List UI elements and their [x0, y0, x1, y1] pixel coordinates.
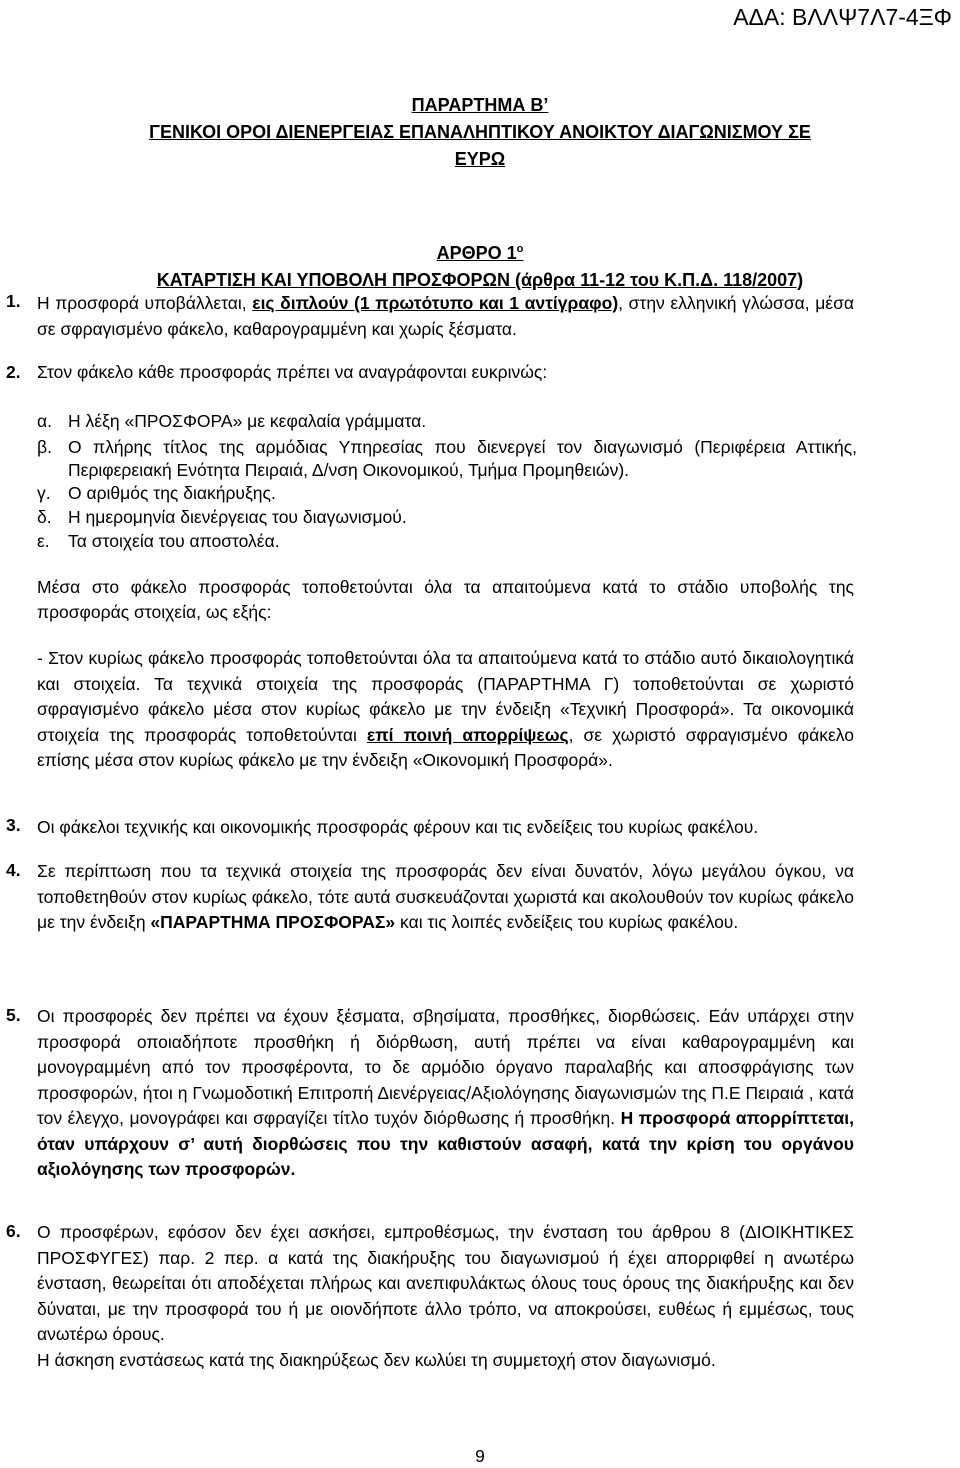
- main-envelope-text: - Στον κυρίως φάκελο προσφοράς τοποθετούνται όλα τα απαιτούμενα κατά το στάδιο αυτό δικαιολογητικά και στοιχεία. Τα τεχνικά στοιχεία της προσφοράς (ΠΑΡΑΡΤΗΜΑ Γ) τοποθετούνται σε χωριστό σφραγισμένο φάκελο μέσα στον κυρίως φάκελο με την ένδειξη «Τεχνική Προσφορά». Τα οικονομικά στοιχεία της προσφοράς τοποθετούνται επί ποινή απορρίψεως, σε χωριστό σφραγισμένο φάκελο επίσης μέσα στον κυρίως φάκελο με την ένδειξη «Οικονομική Προσφορά».: [37, 648, 854, 770]
- annex-offer-label: «ΠΑΡΑΡΤΗΜΑ ΠΡΟΣΦΟΡΑΣ»: [150, 912, 396, 932]
- article-heading: ΑΡΘΡΟ $1^o$: [436, 243, 524, 263]
- annex-title-line1: ΠΑΡΑΡΤΗΜΑ Β’: [411, 95, 549, 115]
- ada-code: ΑΔΑ: ΒΛΛΨ7Λ7-4ΞΦ: [733, 4, 952, 30]
- item1-emphasis: εις διπλούν (1 πρωτότυπο και 1 αντίγραφο): [252, 293, 619, 313]
- item6-text: Ο προσφέρων, εφόσον δεν έχει ασκήσει, εμπροθέσμως, την ένσταση του άρθρου 8 (ΔΙΟΙΚΗΤΙΚΕΣ ΠΡΟΣΦΥΓΕΣ) παρ. 2 περ. α κατά της διακήρυξης του διαγωνισμού ή έχει απορριφθεί η ανωτέρω ένσταση, θεωρείται ότι αποδέχεται πλήρως και ανεπιφυλάκτως όλους τους όρους της διακήρυξης και δεν δύναται, με την προσφορά του ή με οιονδήποτε άλλο τρόπο, να αποκρούσει, ευθέως ή εμμέσως, τους ανωτέρω όρους. Η άσκηση ενστάσεως κατά της διακηρύξεως δεν κωλύει τη συμμετοχή στον διαγωνισμό.: [37, 1222, 854, 1370]
- item3-text: Οι φάκελοι τεχνικής και οικονομικής προσφοράς φέρουν και τις ενδείξεις του κυρίως φακέλου.: [37, 817, 759, 837]
- envelope-contents-intro: Μέσα στο φάκελο προσφοράς τοποθετούνται όλα τα απαιτούμενα κατά το στάδιο υποβολής της προσφοράς στοιχεία, ως εξής:: [37, 577, 854, 622]
- annex-title: [30, 92, 930, 173]
- item2-text: Στον φάκελο κάθε προσφοράς πρέπει να αναγράφονται ευκρινώς:: [37, 362, 548, 382]
- article-superscript: ο: [516, 243, 524, 255]
- item5-text: Οι προσφορές δεν πρέπει να έχουν ξέσματα, σβησίματα, προσθήκες, διορθώσεις. Εάν υπάρχει στην προσφορά οποιαδήποτε προσθήκη ή διόρθωση, αυτή πρέπει να είναι καθαρογραμμένη και μονογραμμένη από τον προσφέροντα, το δε αρμόδιο όργανο παραλαβής και αποσφράγισης των προσφορών, ήτοι η Γνωμοδοτική Επιτροπή Διενέργειας/Αξιολόγησης διαγωνισμών της Π.Ε Πειραιά , κατά τον έλεγχο, μονογράφει και σφραγίζει τίτλο τυχόν διόρθωσης ή προσθήκη. Η προσφορά απορρίπτεται, όταν υπάρχουν σ’ αυτή διορθώσεις που την καθιστούν ασαφή, κατά την κρίση του οργάνου αξιολόγησης των προσφορών.: [37, 1006, 854, 1179]
- page-number: 9: [475, 1446, 485, 1466]
- item-number: 3.: [6, 815, 21, 835]
- article-title: [30, 240, 930, 294]
- item-number: 4.: [6, 860, 21, 880]
- rejection-clause: Η προσφορά απορρίπτεται, όταν υπάρχουν σ’ αυτή διορθώσεις που την καθιστούν ασαφή, κατά την κρίση του οργάνου αξιολόγησης των προσφορών.: [37, 1108, 854, 1179]
- annex-title-line3: ΕΥΡΩ: [454, 149, 506, 169]
- item4-text: Σε περίπτωση που τα τεχνικά στοιχεία της προσφοράς δεν είναι δυνατόν, λόγω μεγάλου όγκου, να τοποθετηθούν στον κυρίως φάκελο, τότε αυτά συσκευάζονται χωριστά και ακολουθούν τον κυρίως φάκελο με την ένδειξη «ΠΑΡΑΡΤΗΜΑ ΠΡΟΣΦΟΡΑΣ» και τις λοιπές ενδείξεις του κυρίως φακέλου.: [37, 861, 854, 932]
- item-number: 6.: [6, 1221, 21, 1241]
- annex-title-line2: ΓΕΝΙΚΟΙ ΟΡΟΙ ΔΙΕΝΕΡΓΕΙΑΣ ΕΠΑΝΑΛΗΠΤΙΚΟΥ ΑΝΟΙΚΤΟΥ ΔΙΑΓΩΝΙΣΜΟΥ ΣΕ: [149, 122, 811, 142]
- item1-text: Η προσφορά υποβάλλεται, εις διπλούν (1 πρωτότυπο και 1 αντίγραφο), στην ελληνική γλώσσα, μέσα σε σφραγισμένο φάκελο, καθαρογραμμένη και χωρίς ξέσματα.: [37, 293, 854, 339]
- penalty-phrase: επί ποινή απορρίψεως: [366, 724, 569, 745]
- item-number: 1.: [6, 291, 21, 311]
- article-subtitle: ΚΑΤΑΡΤΙΣΗ ΚΑΙ ΥΠΟΒΟΛΗ ΠΡΟΣΦΟΡΩΝ (άρθρα 11-12 του Κ.Π.Δ. 118/2007): [156, 270, 804, 290]
- item-number: 5.: [6, 1005, 21, 1025]
- item-number: 2.: [6, 362, 21, 382]
